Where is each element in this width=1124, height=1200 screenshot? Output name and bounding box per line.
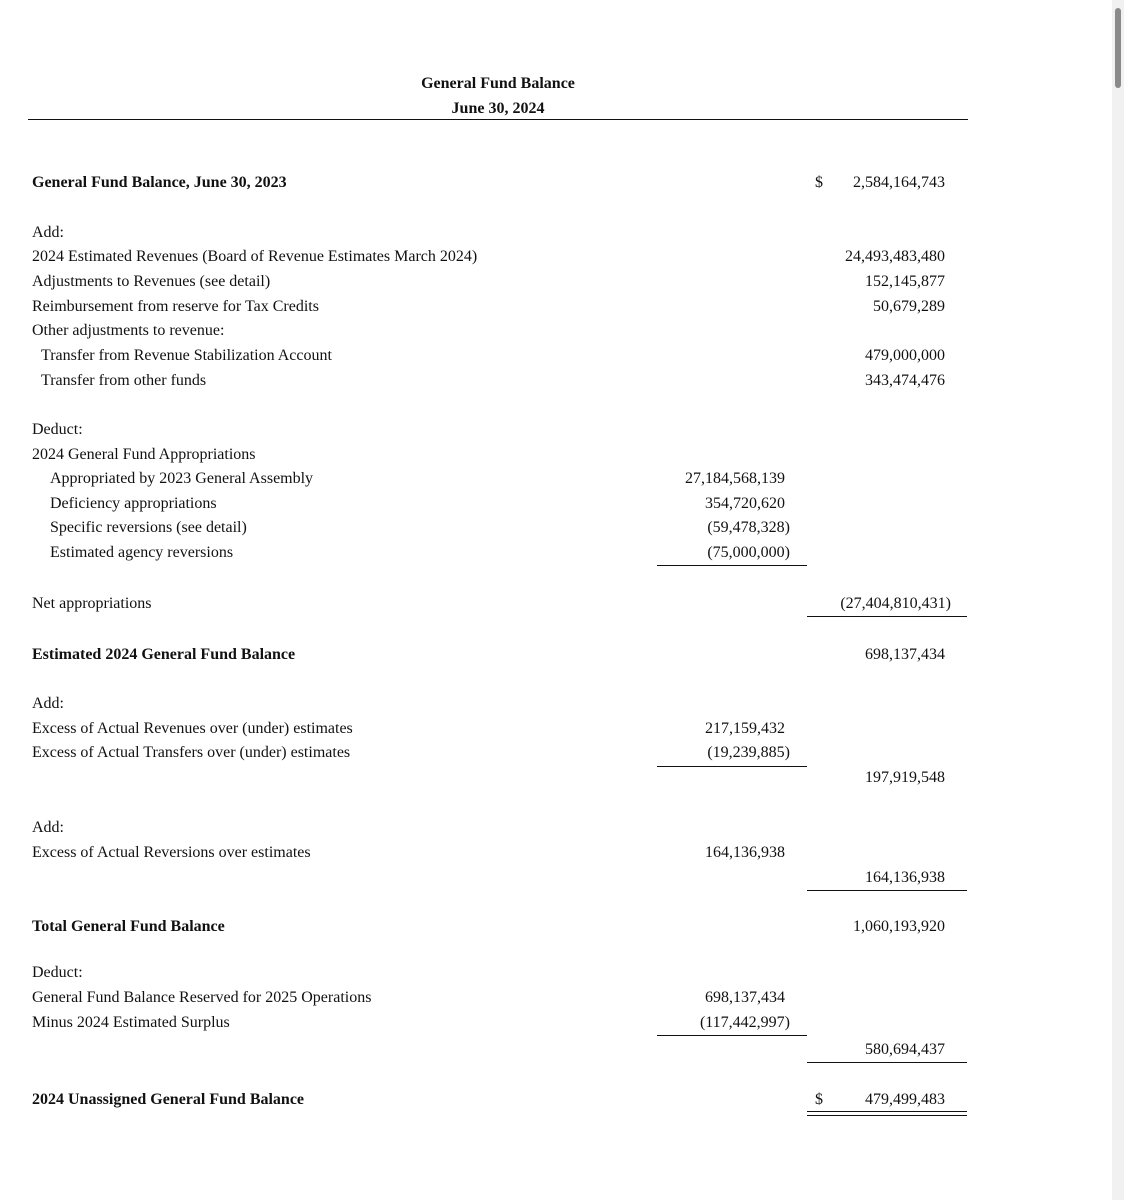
line-item-amount: 479,000,000 bbox=[865, 347, 945, 364]
document-date: June 30, 2024 bbox=[451, 100, 545, 117]
deduct-heading: Deduct: bbox=[32, 964, 83, 981]
net-appropriations-label: Net appropriations bbox=[32, 595, 152, 612]
deduct2-total-amount: 580,694,437 bbox=[865, 1041, 945, 1058]
line-item-label: Specific reversions (see detail) bbox=[50, 519, 247, 536]
scrollbar-thumb[interactable] bbox=[1115, 8, 1121, 88]
deduct-heading: Deduct: bbox=[32, 421, 83, 438]
line-item-label: Transfer from Revenue Stabilization Account bbox=[41, 347, 332, 364]
double-rule-bottom bbox=[807, 1115, 967, 1116]
line-item-label: Estimated agency reversions bbox=[50, 544, 234, 561]
line-item-label: Other adjustments to revenue: bbox=[32, 322, 225, 339]
line-item-amount: (59,478,328) bbox=[707, 519, 790, 536]
line-item-label: Adjustments to Revenues (see detail) bbox=[32, 273, 271, 290]
line-item-label: Appropriated by 2023 General Assembly bbox=[50, 470, 314, 487]
appropriations-subheading: 2024 General Fund Appropriations bbox=[32, 446, 256, 463]
estimated-balance-label: Estimated 2024 General Fund Balance bbox=[32, 646, 296, 663]
line-item-label: Excess of Actual Reversions over estimates bbox=[32, 844, 311, 861]
line-item-amount: 24,493,483,480 bbox=[845, 248, 945, 265]
total-balance-amount: 1,060,193,920 bbox=[853, 918, 945, 935]
subtotal-rule bbox=[657, 565, 807, 566]
line-item-amount: 217,159,432 bbox=[705, 720, 785, 737]
line-item-amount: 152,145,877 bbox=[865, 273, 945, 290]
unassigned-currency: $ bbox=[815, 1091, 823, 1108]
add2-total-amount: 197,919,548 bbox=[865, 769, 945, 786]
total-balance-label: Total General Fund Balance bbox=[32, 918, 225, 935]
line-item-amount: 164,136,938 bbox=[705, 844, 785, 861]
line-item-label: Deficiency appropriations bbox=[50, 495, 217, 512]
unassigned-balance-label: 2024 Unassigned General Fund Balance bbox=[32, 1091, 305, 1108]
total-rule bbox=[807, 890, 967, 891]
line-item-label: Transfer from other funds bbox=[41, 372, 207, 389]
total-rule bbox=[807, 1062, 967, 1063]
line-item-amount: 343,474,476 bbox=[865, 372, 945, 389]
line-item-amount: 27,184,568,139 bbox=[685, 470, 785, 487]
line-item-amount: 50,679,289 bbox=[873, 298, 945, 315]
opening-balance-label: General Fund Balance, June 30, 2023 bbox=[32, 174, 287, 191]
double-rule-top bbox=[807, 1111, 967, 1112]
subtotal-rule bbox=[657, 1035, 807, 1036]
header-rule bbox=[28, 119, 968, 120]
vertical-scrollbar[interactable] bbox=[1112, 0, 1124, 1200]
subtotal-rule bbox=[657, 766, 807, 767]
estimated-balance-amount: 698,137,434 bbox=[865, 646, 945, 663]
add-heading: Add: bbox=[32, 819, 64, 836]
line-item-amount: (75,000,000) bbox=[707, 544, 790, 561]
line-item-amount: 698,137,434 bbox=[705, 989, 785, 1006]
line-item-amount: 354,720,620 bbox=[705, 495, 785, 512]
total-rule bbox=[807, 616, 967, 617]
document-title: General Fund Balance bbox=[421, 75, 575, 92]
line-item-label: Reimbursement from reserve for Tax Credits bbox=[32, 298, 319, 315]
opening-currency: $ bbox=[815, 174, 823, 191]
opening-balance-amount: 2,584,164,743 bbox=[853, 174, 945, 191]
line-item-label: Minus 2024 Estimated Surplus bbox=[32, 1014, 230, 1031]
line-item-label: Excess of Actual Revenues over (under) estimates bbox=[32, 720, 353, 737]
line-item-amount: (117,442,997) bbox=[699, 1014, 790, 1031]
add3-total-amount: 164,136,938 bbox=[865, 869, 945, 886]
unassigned-balance-amount: 479,499,483 bbox=[865, 1091, 945, 1108]
net-appropriations-amount: (27,404,810,431) bbox=[840, 595, 951, 612]
line-item-amount: (19,239,885) bbox=[707, 744, 790, 761]
add-heading: Add: bbox=[32, 224, 64, 241]
add-heading: Add: bbox=[32, 695, 64, 712]
line-item-label: Excess of Actual Transfers over (under) estimates bbox=[32, 744, 351, 761]
line-item-label: General Fund Balance Reserved for 2025 Operations bbox=[32, 989, 372, 1006]
line-item-label: 2024 Estimated Revenues (Board of Revenue Estimates March 2024) bbox=[32, 248, 478, 265]
